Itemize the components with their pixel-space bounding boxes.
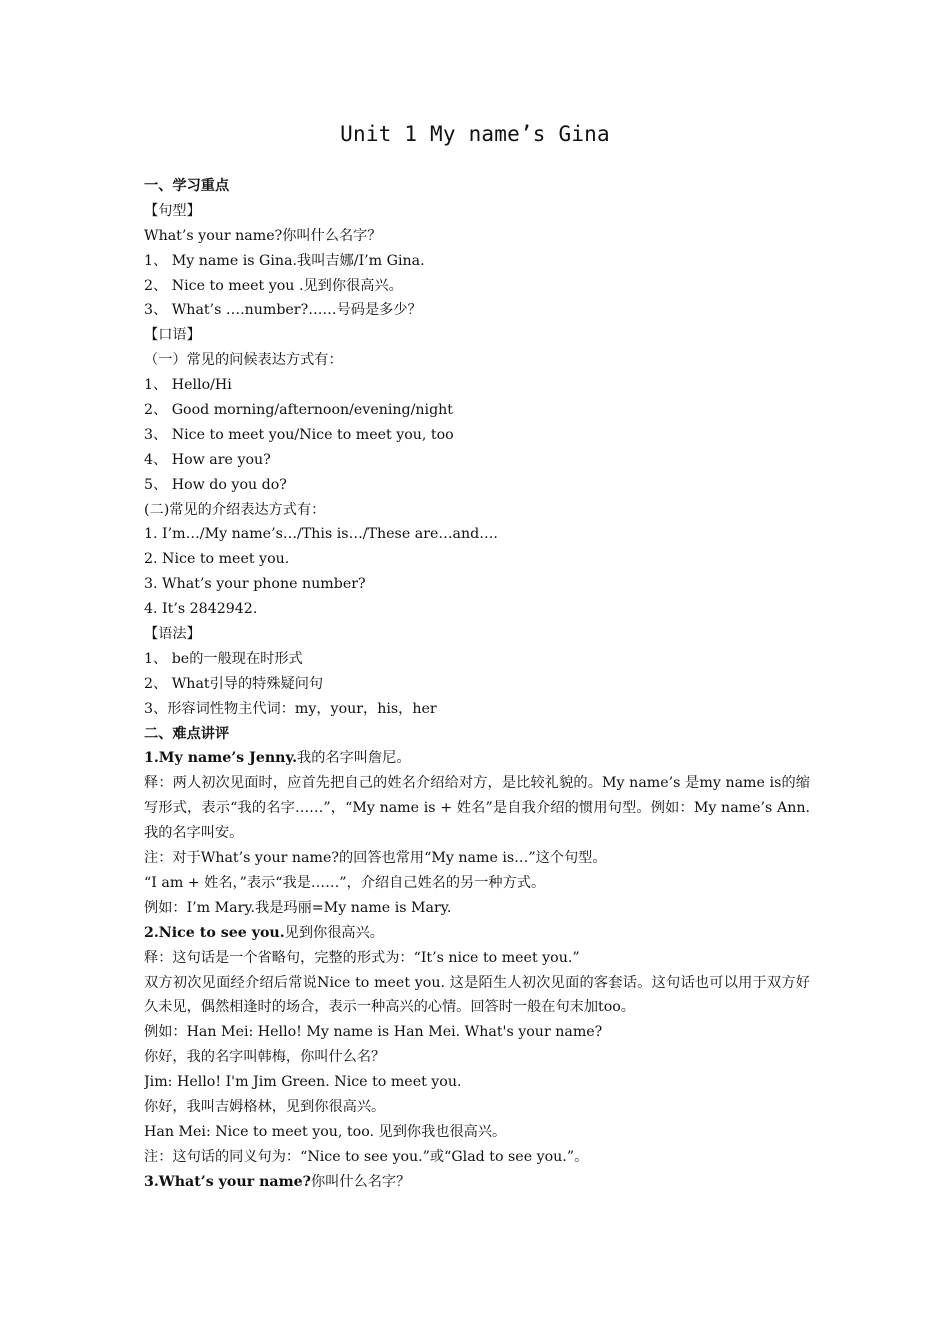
oral-label: 【口语】 [144,327,201,344]
item1-title-cn: 我的名字叫詹尼。 [297,750,411,767]
item3-title-cn: 你叫什么名字？ [310,1173,411,1190]
item1-title-en: 1.My name’s Jenny. [144,750,298,767]
greet-heading: （一）常见的问候表达方式有： [144,352,343,369]
pattern-line: What’s your name?你叫什么名字？ [144,227,382,244]
intro-line: 1. I’m…/My name’s…/This is…/These are…and…. [144,526,498,543]
greet-line: 3、 Nice to meet you/Nice to meet you, too [144,426,454,443]
item2-title-en: 2.Nice to see you. [144,924,285,941]
intro-heading: (二)常见的介绍表达方式有： [144,501,326,518]
item1-example: 例如：I’m Mary.我是玛丽=My name is Mary. [144,899,452,916]
item2-line: 你好，我的名字叫韩梅，你叫什么名？ [144,1049,386,1066]
item2-paragraph: 双方初次见面经介绍后常说Nice to meet you. 这是陌生人初次见面的客套话。这句话也可以用于双方好久未见，偶然相逢时的场合，表示一种高兴的心情。回答时一般在句末加too。 [144,974,810,1016]
greet-line: 5、 How do you do? [144,476,287,493]
item2-line: 你好，我叫吉姆格林，见到你很高兴。 [144,1099,386,1116]
item2-line: 注：这句话的同义句为：“Nice to see you.”或“Glad to see you.”。 [144,1148,589,1165]
item2-title-cn: 见到你很高兴。 [284,924,384,941]
section2-heading: 二、难点讲评 [144,725,230,742]
intro-line: 4. It’s 2842942. [144,601,258,618]
document-body [144,174,810,1195]
item3-title-en: 3.What’s your name? [144,1173,311,1190]
greet-line: 4、 How are you? [144,451,271,468]
grammar-label: 【语法】 [144,626,201,643]
greet-line: 2、 Good morning/afternoon/evening/night [144,402,453,419]
item2-title [144,921,810,946]
intro-line: 2. Nice to meet you. [144,551,290,568]
item3-title [144,1170,810,1195]
grammar-line: 1、 be的一般现在时形式 [144,650,303,667]
pattern-line: 1、 My name is Gina.我叫吉娜/I’m Gina. [144,252,425,269]
grammar-line: 3、形容词性物主代词：my，your，his，her [144,700,437,717]
page-title: Unit 1 My name’s Gina [340,122,610,146]
item2-explain: 释：这句话是一个省略句，完整的形式为：“It’s nice to meet you.” [144,949,580,966]
pattern-line: 3、 What’s ….number?……号码是多少？ [144,302,422,319]
item2-line: Han Mei: Nice to meet you, too. 见到你我也很高兴。 [144,1123,507,1140]
item2-line: 例如：Han Mei: Hello! My name is Han Mei. What's your name? [144,1024,603,1041]
item1-note: 注：对于What’s your name?的回答也常用“My name is…”这个句型。 [144,850,607,867]
item1-title [144,746,810,771]
pattern-line: 2、 Nice to meet you .见到你很高兴。 [144,277,403,294]
greet-line: 1、 Hello/Hi [144,377,232,394]
item2-line: Jim: Hello! I'm Jim Green. Nice to meet you. [144,1074,462,1091]
section1-heading: 一、学习重点 [144,178,230,194]
item1-note2: “I am + 姓名，”表示“我是……”，介绍自己姓名的另一种方式。 [144,874,546,891]
item1-explanation: 释：两人初次见面时，应首先把自己的姓名介绍给对方，是比较礼貌的。My name’s 是my name is的缩写形式，表示“我的名字……”，“My name is + 姓名”是自我介绍的惯用句型。例如：My name’s Ann.我的名字叫安。 [144,775,810,842]
pattern-label: 【句型】 [144,202,201,219]
intro-line: 3. What’s your phone number? [144,576,366,593]
grammar-line: 2、 What引导的特殊疑问句 [144,675,324,692]
